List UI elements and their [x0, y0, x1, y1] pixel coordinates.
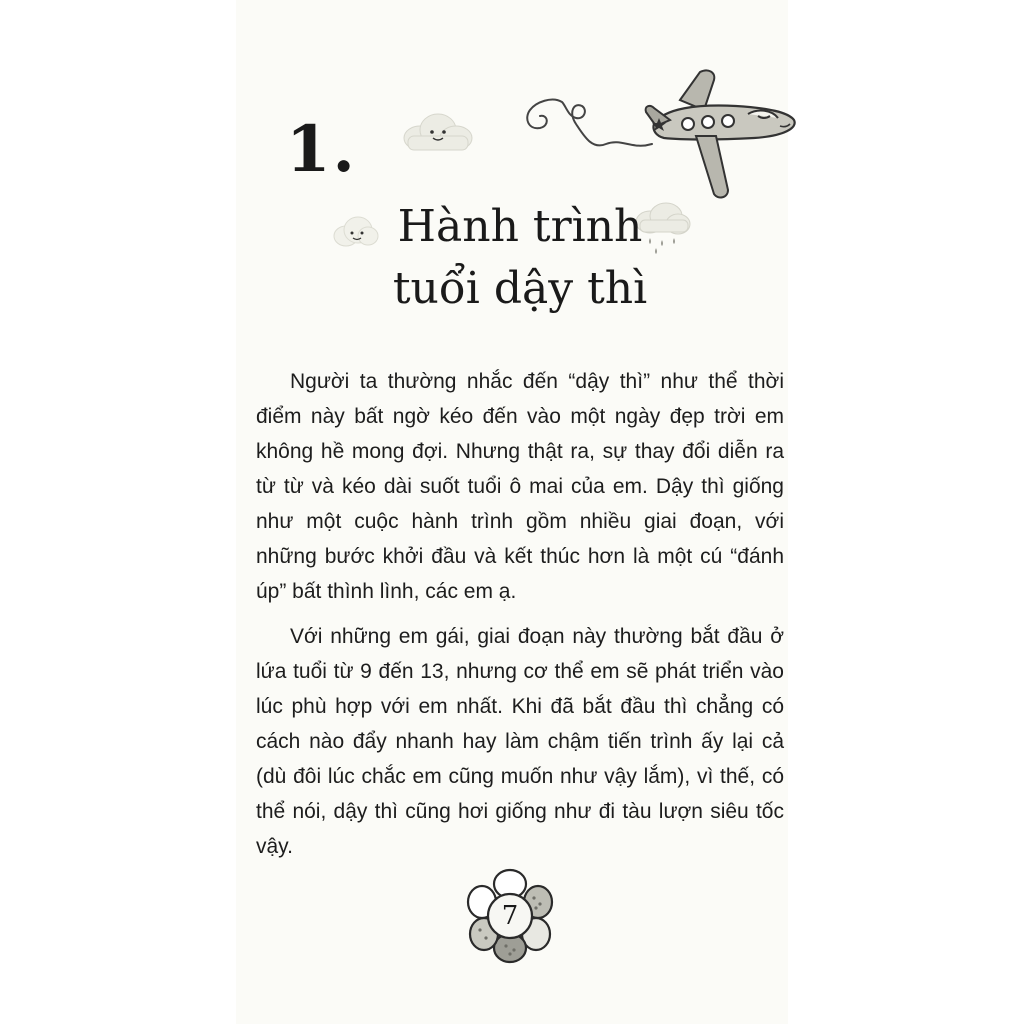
chapter-title-line-2: tuổi dậy thì: [392, 263, 648, 314]
chapter-body: [256, 364, 784, 874]
page-number: 7: [501, 901, 519, 931]
paragraph: Người ta thường nhắc đến “dậy thì” như thể thời điểm này bất ngờ kéo đến vào một ngày đẹp trời em không hề mong đợi. Nhưng thật ra, sự thay đổi diễn ra từ từ và kéo dài suốt tuổi ô mai của em. Dậy thì giống như một cuộc hành trình gồm nhiều giai đoạn, với những bước khởi đầu và kết thúc hơn là một cú “đánh úp” bất thình lình, các em ạ.: [256, 370, 784, 603]
chapter-number: 1.: [286, 112, 357, 187]
cloud-icon: [398, 108, 478, 158]
airplane-icon: [522, 66, 804, 202]
chapter-title: [360, 196, 680, 320]
paragraph: Với những em gái, giai đoạn này thường bắt đầu ở lứa tuổi từ 9 đến 13, nhưng cơ thể em sẽ phát triển vào lúc phù hợp với em nhất. Khi đã bắt đầu thì chẳng có cách nào đẩy nhanh hay làm chậm tiến trình ấy lại cả (dù đôi lúc chắc em cũng muốn như vậy lắm), vì thế, có thể nói, dậy thì cũng hơi giống như đi tàu lượn siêu tốc vậy.: [256, 625, 784, 858]
chapter-title-line-1: Hành trình: [397, 201, 643, 252]
